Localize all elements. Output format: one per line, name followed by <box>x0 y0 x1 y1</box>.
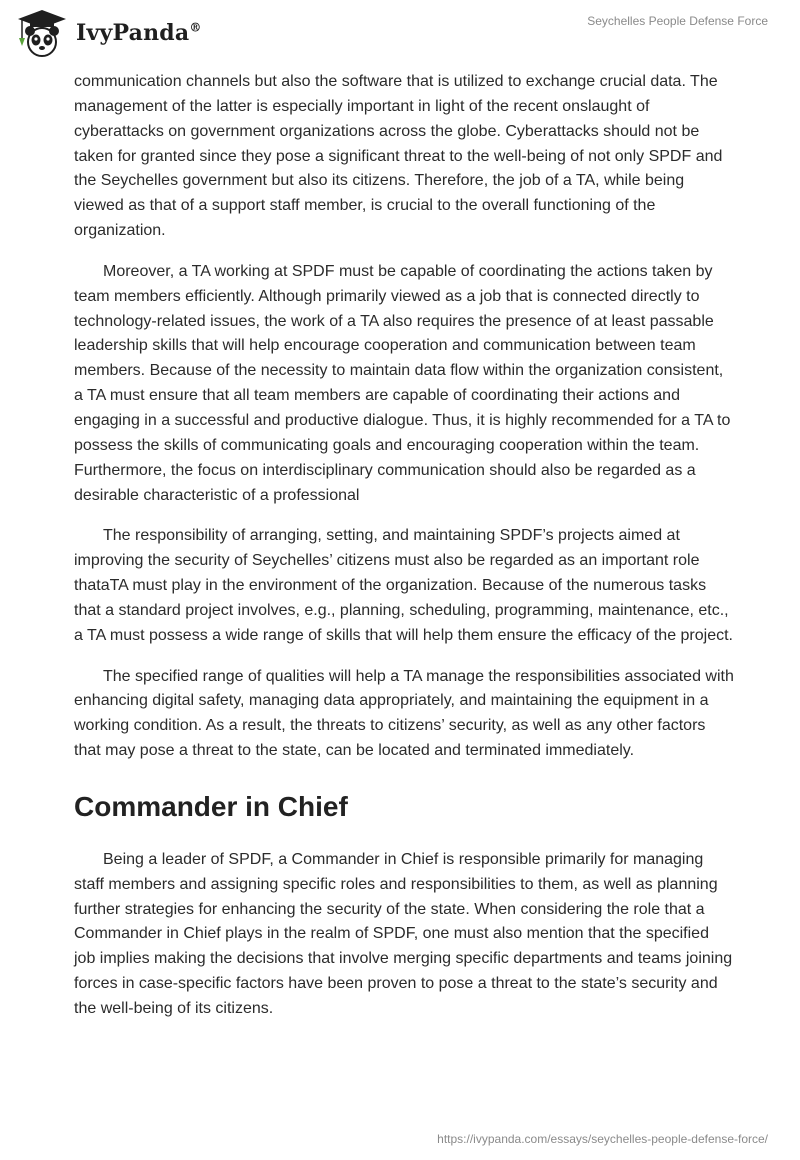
paragraph: communication channels but also the software that is utilized to exchange crucial data. The management of the latter is especially important in light of the recent onslaught of cyberattacks on government organizations across the globe. Cyberattacks should not be taken for granted since they pose a significant threat to the well-being of not only SPDF and the Seychelles government but also its citizens. Therefore, the job of a TA, while being viewed as that of a support staff member, is crucial to the overall functioning of the organization. <box>74 73 723 240</box>
page-header <box>0 0 800 70</box>
brand-logo[interactable] <box>14 8 202 58</box>
section-heading: Commander in Chief <box>74 790 348 822</box>
document-title: Seychelles People Defense Force <box>587 14 768 28</box>
paragraph: The responsibility of arranging, setting, and maintaining SPDF’s projects aimed at improving the security of Seychelles’ citizens must also be regarded as an important role thataTA must play in the environment of the organization. Because of the numerous tasks that a standard project involves, e.g., planning, scheduling, programming, maintenance, etc., a TA must possess a wide range of skills that will help them ensure the efficacy of the project. <box>74 527 733 644</box>
paragraph: Moreover, a TA working at SPDF must be capable of coordinating the actions taken by team members efficiently. Although primarily viewed as a job that is connected directly to technology-related issues, the work of a TA also requires the presence of at least passable leadership skills that will help encourage cooperation and communication between team members. Because of the necessity to maintain data flow within the organization consistent, a TA must ensure that all team members are capable of coordinating their actions and engaging in a successful and productive dialogue. Thus, it is highly recommended for a TA to possess the skills of communicating goals and encouraging cooperation within the team. Furthermore, the focus on interdisciplinary communication should also be regarded as a desirable characteristic of a professional <box>74 262 731 504</box>
paragraph: Being a leader of SPDF, a Commander in Chief is responsible primarily for managing staff members and assigning specific roles and responsibilities to them, as well as planning further strategies for enhancing the security of the state. When considering the role that a Commander in Chief plays in the realm of SPDF, one must also mention that the specified job implies making the decisions that involve merging specific departments and teams joining forces in case-specific factors have been proven to pose a threat to the state’s security and the well-being of its citizens. <box>74 850 733 1017</box>
paragraph: The specified range of qualities will help a TA manage the responsibilities associated with enhancing digital safety, managing data appropriately, and maintaining the equipment in a working condition. As a result, the threats to citizens’ security, as well as any other factors that may pose a threat to the state, can be located and terminated immediately. <box>74 667 734 760</box>
panda-graduate-icon <box>14 8 70 58</box>
brand-name: IvyPanda® <box>76 20 202 46</box>
essay-content <box>74 70 734 1038</box>
source-url[interactable]: https://ivypanda.com/essays/seychelles-people-defense-force/ <box>437 1132 768 1146</box>
